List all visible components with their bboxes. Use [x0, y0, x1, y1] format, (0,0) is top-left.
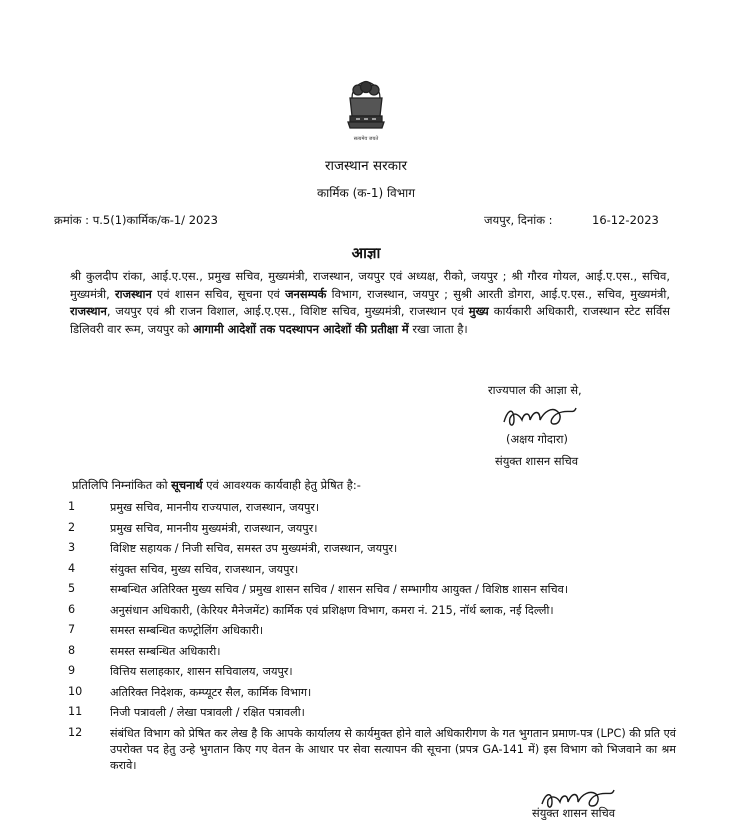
- order-text: एवं शासन सचिव, सूचना एवं: [151, 286, 286, 301]
- order-title: आज्ञा: [351, 244, 381, 262]
- order-bold-text: मुख्य: [468, 304, 489, 319]
- order-bold-text: जनसम्पर्क: [285, 286, 327, 301]
- list-item-number: 6: [68, 602, 76, 616]
- ashoka-emblem-icon: [338, 76, 394, 148]
- order-text: रखा जाता है।: [408, 321, 468, 336]
- list-item-text: संयुक्त सचिव, मुख्य सचिव, राजस्थान, जयपुर।: [110, 562, 299, 576]
- list-item-text: समस्त सम्बन्धित अधिकारी।: [110, 644, 221, 658]
- list-item-number: 4: [68, 561, 76, 575]
- order-text: कार्यकारी अधिकारी, राजस्थान स्टेट सर्विस डिलिवरी वार रूम, जयपुर को: [70, 304, 670, 336]
- list-item-text: निजी पत्रावली / लेखा पत्रावली / रक्षित पत्रावली।: [110, 706, 305, 719]
- list-item-text: समस्त सम्बन्धित कण्ट्रोलिंग अधिकारी।: [110, 624, 264, 637]
- government-name: राजस्थान सरकार: [325, 158, 407, 174]
- list-item-text: प्रमुख सचिव, माननीय राज्यपाल, राजस्थान, जयपुर।: [110, 501, 320, 514]
- list-item-text: संबंधित विभाग को प्रेषित कर लेख है कि आपके कार्यालय से कार्यमुक्त होने वाले अधिकारीगण के गत भुगतान प्रमाण-पत्र (LPC) की प्रति एवं उपरोक्त पद हेतु उन्हे भुगतान किए गए वेतन के आधार पर सेवा सत्यापन की सूचना (प्रपत्र GA-141 में) इस विभाग को भिजवाने का श्रम करावे।: [110, 726, 676, 773]
- copy-intro-text: एवं आवश्यक कार्यवाही हेतु प्रेषित है:-: [202, 478, 361, 492]
- list-item-text: सम्बन्धित अतिरिक्त मुख्य सचिव / प्रमुख शासन सचिव / शासन सचिव / सम्भागीय आयुक्त / विशिष्ठ शासन सचिव।: [110, 583, 569, 596]
- authority-line: राज्यपाल की आज्ञा से,: [488, 383, 582, 397]
- list-item-text: वित्तिय सलाहकार, शासन सचिवालय, जयपुर।: [110, 665, 293, 678]
- order-bold-text: राजस्थान: [114, 286, 152, 301]
- list-item-number: 5: [68, 582, 76, 595]
- order-body: [70, 268, 670, 338]
- signatory-name: (अक्षय गोदारा): [506, 432, 568, 446]
- emblem-motto: सत्यमेव जयते: [353, 136, 379, 142]
- list-item-text: प्रमुख सचिव, माननीय मुख्यमंत्री, राजस्थान, जयपुर।: [110, 521, 318, 535]
- order-text: विभाग, राजस्थान, जयपुर ; सुश्री आरती डोगरा, आई.ए.एस., सचिव, मुख्यमंत्री,: [326, 286, 671, 301]
- signature-icon: [500, 402, 580, 434]
- order-bold-text: राजस्थान: [70, 304, 107, 319]
- list-item-number: 7: [68, 623, 76, 636]
- list-item-number: 8: [68, 643, 76, 657]
- list-item-text: अतिरिक्त निदेशक, कम्प्यूटर सैल, कार्मिक विभाग।: [110, 685, 312, 699]
- list-item-number: 2: [68, 520, 76, 534]
- list-item-number: 3: [68, 541, 76, 554]
- order-bold-text: आगामी आदेशों तक पदस्थापन आदेशों की प्रतीक्षा में: [192, 321, 409, 336]
- order-text: , जयपुर एवं श्री राजन विशाल, आई.ए.एस., विशिष्ट सचिव, मुख्यमंत्री, राजस्थान एवं: [106, 304, 469, 319]
- copy-intro: [72, 478, 361, 493]
- order-date: 16-12-2023: [592, 213, 659, 227]
- department-name: कार्मिक (क-1) विभाग: [316, 186, 416, 200]
- copy-intro-bold: सूचनार्थ: [171, 478, 203, 492]
- list-item-text: अनुसंधान अधिकारी, (केरियर मैनेजमेंट) कार्मिक एवं प्रशिक्षण विभाग, कमरा नं. 215, नॉर्थ ब्लाक, नई दिल्ली।: [110, 603, 554, 617]
- list-item-number: 12: [68, 725, 83, 739]
- signatory-designation: संयुक्त शासन सचिव: [495, 454, 579, 468]
- signatory-designation: संयुक्त शासन सचिव: [532, 806, 616, 820]
- list-item-number: 10: [68, 684, 83, 698]
- list-item-text: विशिष्ट सहायक / निजी सचिव, समस्त उप मुख्यमंत्री, राजस्थान, जयपुर।: [110, 542, 398, 555]
- list-item-number: 11: [68, 705, 83, 718]
- reference-number: क्रमांक : प.5(1)कार्मिक/क-1/ 2023: [54, 213, 218, 227]
- order-text: श्री कुलदीप रांका, आई.ए.एस., प्रमुख सचिव, मुख्यमंत्री, राजस्थान, जयपुर एवं अध्यक्ष, रीको, जयपुर ; श्री गौरव गोयल, आई.ए.एस., सचिव, मुख्यमंत्री,: [70, 269, 670, 301]
- list-item-number: 1: [68, 500, 76, 513]
- list-item-number: 9: [68, 664, 76, 677]
- copy-intro-text: प्रतिलिपि निम्नांकित को: [72, 478, 172, 492]
- city-date-label: जयपुर, दिनांक :: [484, 213, 553, 227]
